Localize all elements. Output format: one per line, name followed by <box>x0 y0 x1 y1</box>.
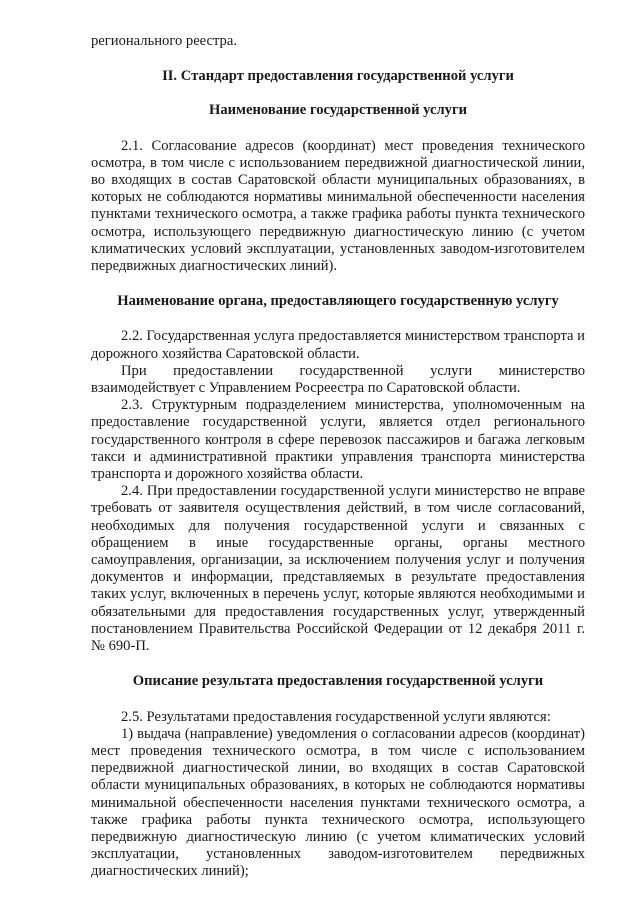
paragraph-2-2: 2.2. Государственная услуга предоставляется министерством транспорта и дорожного хозяйства Саратовской области. <box>91 328 585 362</box>
paragraph-2-5: 2.5. Результатами предоставления государственной услуги являются: <box>121 708 551 725</box>
paragraph-2-3: 2.3. Структурным подразделением министерства, уполномоченным на предоставление государственной услуги, является отдел регионального государственного контроля в сфере перевозок пассажиров и багажа легковым такси и административной практики управления транспорта министерства транспорта и дорожного хозяйства области. <box>91 397 585 483</box>
section-title: II. Стандарт предоставления государственной услуги <box>162 68 514 85</box>
document-body <box>91 33 585 881</box>
paragraph-2-4: 2.4. При предоставлении государственной услуги министерство не вправе требовать от заявителя осуществления действий, в том числе согласований, необходимых для получения государственной услуги и связанных с обращением в иные государственные органы, органы местного самоуправления, организации, за исключением получения услуг и получения документов и информации, представляемых в результате предоставления таких услуг, включенных в перечень услуг, которые являются необходимыми и обязательными для предоставления государственных услуг, утвержденный постановлением Правительства Российской Федерации от 12 декабря 2011 г. № 690-П. <box>91 483 585 655</box>
heading-result: Описание результата предоставления государственной услуги <box>132 673 544 690</box>
paragraph-2-1: 2.1. Согласование адресов (координат) мест проведения технического осмотра, в том числе с использованием передвижной диагностической линии, во входящих в состав Саратовской области муниципальных образованиях, в которых не соблюдаются нормативы минимальной обеспеченности населения пунктами технического осмотра, а также графика работы пункта технического осмотра, использующего передвижную диагностическую линию (с учетом климатических условий эксплуатации, установленных заводом-изготовителем передвижных диагностических линий). <box>91 137 585 275</box>
heading-service-name: Наименование государственной услуги <box>209 102 467 119</box>
continuation-text: регионального реестра. <box>91 33 237 49</box>
paragraph-2-2-interaction: При предоставлении государственной услуги министерство взаимодействует с Управлением Росреестра по Саратовской области. <box>91 362 585 397</box>
heading-authority: Наименование органа, предоставляющего государственную услугу <box>117 293 559 310</box>
paragraph-2-5-item-1: 1) выдача (направление) уведомления о согласовании адресов (координат) мест проведения технического осмотра, в том числе с использованием передвижной диагностической линии, во входящих в состав Саратовской области муниципальных образованиях, в которых не соблюдаются нормативы минимальной обеспеченности населения пунктами технического осмотра, а также графика работы пункта технического осмотра, использующего передвижную диагностическую линию (с учетом климатических условий эксплуатации, установленных заводом-изготовителем передвижных диагностических линий); <box>91 725 585 880</box>
